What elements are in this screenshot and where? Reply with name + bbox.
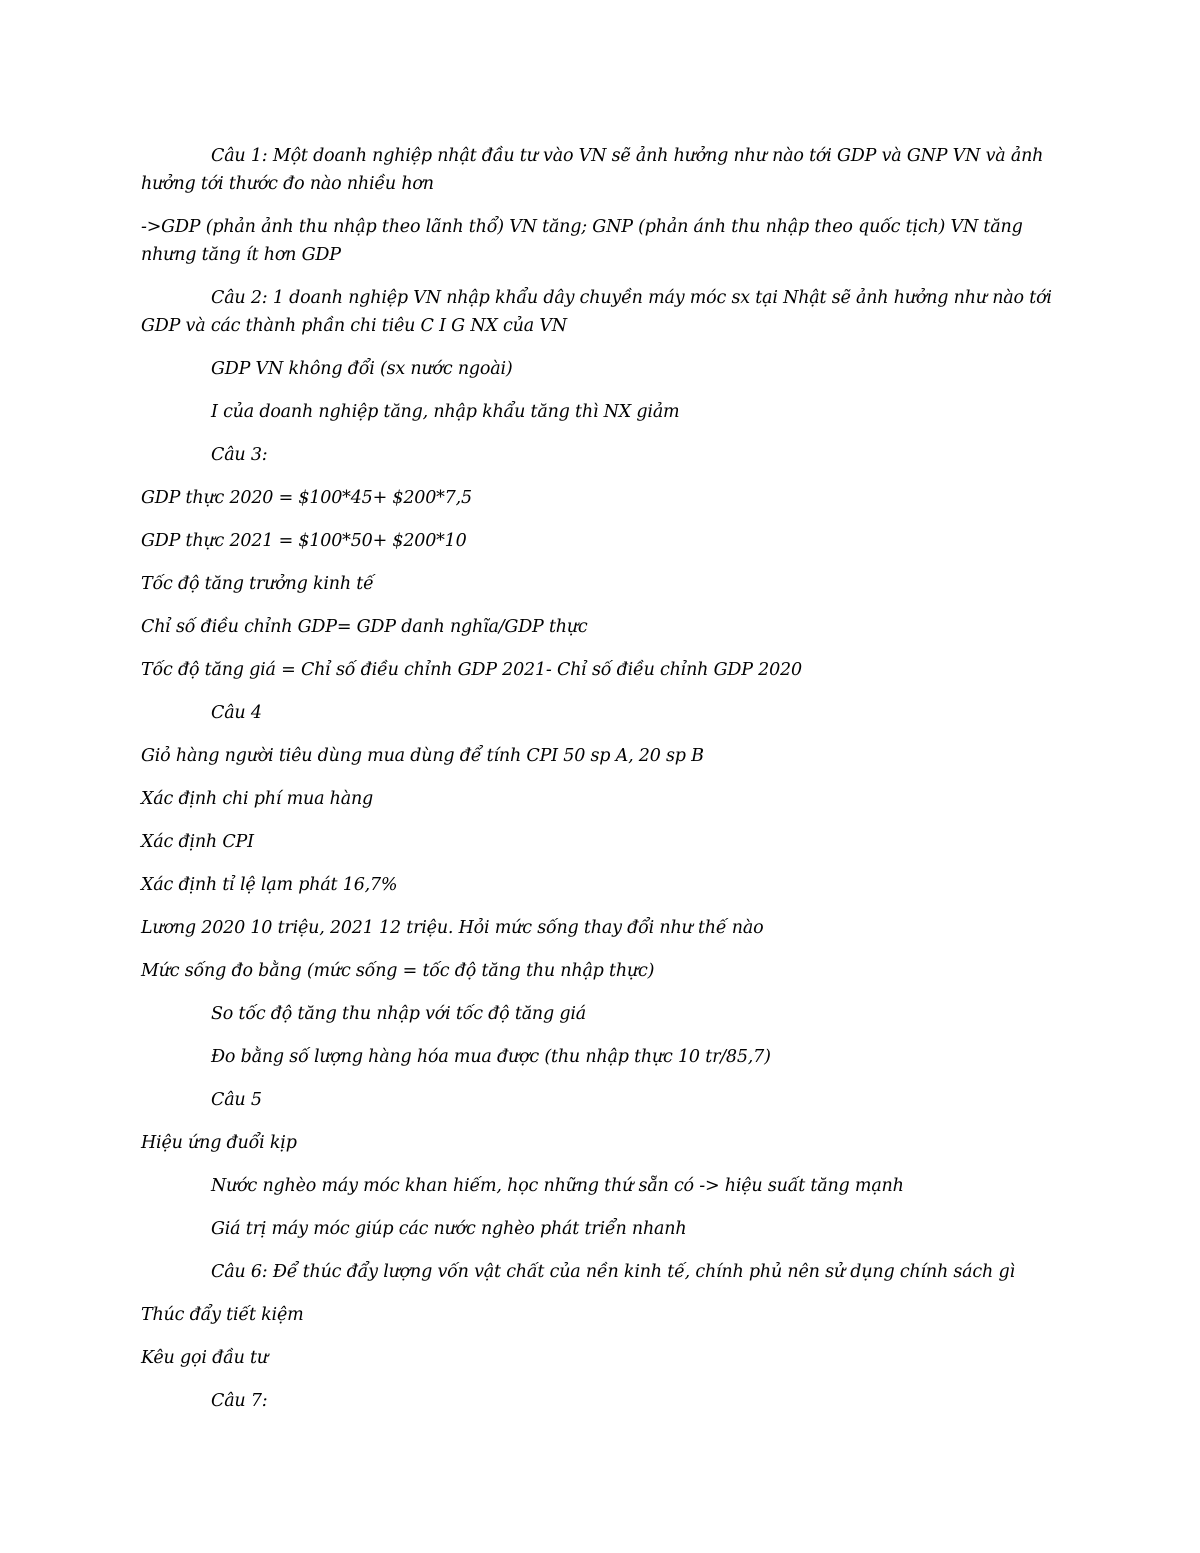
- answer-3-line-5: Tốc độ tăng giá = Chỉ số điều chỉnh GDP 2021- Chỉ số điều chỉnh GDP 2020: [141, 660, 802, 680]
- answer-4-line-4: Xác định tỉ lệ lạm phát 16,7%: [141, 875, 398, 895]
- answer-5-line-3: Giá trị máy móc giúp các nước nghèo phát triển nhanh: [211, 1219, 687, 1239]
- answer-2-line-1: GDP VN không đổi (sx nước ngoài): [211, 359, 513, 379]
- answer-4-line-3: Xác định CPI: [141, 832, 254, 852]
- answer-4-line-7: So tốc độ tăng thu nhập với tốc độ tăng giá: [211, 1004, 586, 1024]
- answer-3-line-4: Chỉ số điều chỉnh GDP= GDP danh nghĩa/GDP thực: [141, 617, 588, 637]
- answer-4-line-8: Đo bằng số lượng hàng hóa mua được (thu nhập thực 10 tr/85,7): [211, 1047, 771, 1067]
- answer-2-line-2: I của doanh nghiệp tăng, nhập khẩu tăng thì NX giảm: [211, 402, 680, 422]
- document-body: [141, 142, 1061, 1430]
- answer-4-line-6: Mức sống đo bằng (mức sống = tốc độ tăng thu nhập thực): [141, 961, 655, 981]
- answer-5-line-1: Hiệu ứng đuổi kịp: [141, 1133, 297, 1153]
- answer-4-line-5: Lương 2020 10 triệu, 2021 12 triệu. Hỏi mức sống thay đổi như thế nào: [141, 918, 764, 938]
- question-6-text: Câu 6: Để thúc đẩy lượng vốn vật chất của nền kinh tế, chính phủ nên sử dụng chính sách gì: [211, 1262, 1015, 1282]
- answer-3-line-3: Tốc độ tăng trưởng kinh tế: [141, 574, 374, 594]
- question-2-text: Câu 2: 1 doanh nghiệp VN nhập khẩu dây chuyền máy móc sx tại Nhật sẽ ảnh hưởng như nào tới GDP và các thành phần chi tiêu C I G NX của VN: [141, 288, 1052, 336]
- answer-1-text: ->GDP (phản ảnh thu nhập theo lãnh thổ) VN tăng; GNP (phản ánh thu nhập theo quốc tịch) VN tăng nhưng tăng ít hơn GDP: [141, 217, 1023, 265]
- answer-6-line-1: Thúc đẩy tiết kiệm: [141, 1305, 304, 1325]
- answer-4-line-1: Giỏ hàng người tiêu dùng mua dùng để tính CPI 50 sp A, 20 sp B: [141, 746, 704, 766]
- answer-5-line-2: Nước nghèo máy móc khan hiếm, học những thứ sẵn có -> hiệu suất tăng mạnh: [211, 1176, 904, 1196]
- answer-4-line-2: Xác định chi phí mua hàng: [141, 789, 374, 809]
- question-3-heading: Câu 3:: [211, 445, 268, 465]
- question-1-text: Câu 1: Một doanh nghiệp nhật đầu tư vào VN sẽ ảnh hưởng như nào tới GDP và GNP VN và ảnh hưởng tới thước đo nào nhiều hơn: [141, 146, 1044, 194]
- question-4-heading: Câu 4: [211, 703, 262, 723]
- answer-3-line-1: GDP thực 2020 = $100*45+ $200*7,5: [141, 488, 472, 508]
- question-7-heading: Câu 7:: [211, 1391, 268, 1411]
- question-5-heading: Câu 5: [211, 1090, 262, 1110]
- answer-6-line-2: Kêu gọi đầu tư: [141, 1348, 268, 1368]
- answer-3-line-2: GDP thực 2021 = $100*50+ $200*10: [141, 531, 467, 551]
